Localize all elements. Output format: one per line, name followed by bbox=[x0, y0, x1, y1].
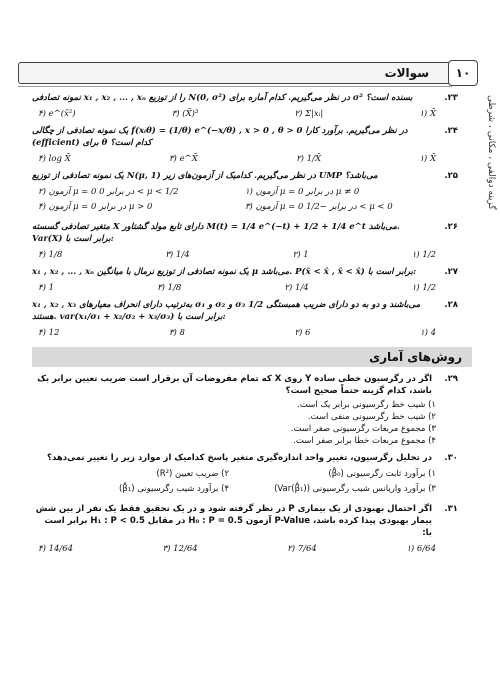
question-number: ۲۹. bbox=[444, 374, 458, 384]
header-divider bbox=[18, 86, 452, 87]
option-2[interactable]: ۲) 6 bbox=[294, 328, 311, 338]
option-1[interactable]: ۱) X̄ bbox=[419, 154, 436, 164]
option-1[interactable]: ۱) آزمون μ = 0 در برابر μ ≠ 0 bbox=[244, 187, 360, 197]
option-4[interactable]: ۴) 1/8 bbox=[38, 250, 63, 260]
question-text: اگر در رگرسیون خطی ساده Y روی X که تمام مفروضات آن برقرار است ضریب تعیین برابر یک باشد، کدام گزینه حتماً صحیح است؟ bbox=[37, 374, 432, 396]
question-31 bbox=[32, 503, 458, 557]
question-text: اگر احتمال بهبودی از یک بیماری P در نظر گرفته شود و در یک تحقیق فقط یک نفر از بین شش بیمار بهبودی پیدا کرده باشد، P-Value آزمون H₀ : P = 0.5 در مقابل H₁ : P < 0.5 برابر است با: bbox=[35, 504, 432, 538]
option-2[interactable]: ۲) ضریب تعیین (R²) bbox=[156, 469, 230, 479]
question-number: ۲۴. bbox=[444, 126, 458, 136]
option-2[interactable]: ۲) آزمون μ = 0 در برابر 0 < μ < 1/2 bbox=[38, 187, 179, 197]
option-3[interactable]: ۳) آزمون μ = 0 در برابر −1/2 < μ < 0 bbox=[244, 202, 393, 212]
question-number: ۳۱. bbox=[444, 504, 458, 514]
question-text: یک نمونه تصادفی از چگالی f(xᵢθ) = (1/θ) e^(−x/θ) , x > 0 , θ > 0 در نظر می‌گیریم. برآورد کارا (efficient) برای θ کدام است؟ bbox=[32, 126, 408, 148]
question-text: در تحلیل رگرسیون، تغییر واحد اندازه‌گیری متغیر پاسخ کدامیک از موارد زیر را تغییر نمی‌دهد؟ bbox=[47, 453, 432, 463]
option-4[interactable]: ۴) آزمون μ = 0 در برابر μ > 0 bbox=[38, 202, 153, 212]
question-text: x₁ , x₂ , ... , xₙ یک نمونه تصادفی از توزیع نرمال با میانگین μ می‌باشد. P(x̄ < x̄ , x̄ < x̄) برابر است با: bbox=[32, 267, 417, 277]
option-4[interactable]: ۴) برآورد شیب رگرسیونی (β̂₁) bbox=[119, 484, 230, 494]
option-1[interactable]: ۱) 6/64 bbox=[406, 544, 436, 554]
option-4[interactable]: ۴) مجموع مربعات خطا برابر صفر است. bbox=[293, 436, 436, 446]
section-title: روش‌های آماری bbox=[369, 350, 462, 364]
option-3[interactable]: ۳) برآورد واریانس شیب رگرسیونی (Var(β̂₁)) bbox=[274, 484, 436, 494]
option-3[interactable]: ۳) 8 bbox=[168, 328, 185, 338]
option-2[interactable]: ۲) 1/4 bbox=[284, 283, 309, 293]
option-4[interactable]: ۴) 12 bbox=[38, 328, 60, 338]
option-1[interactable]: ۱) برآورد ثابت رگرسیونی (β̂₀) bbox=[328, 469, 436, 479]
question-number: ۲۶. bbox=[444, 222, 458, 232]
question-number: ۲۳. bbox=[444, 93, 458, 103]
question-number: ۲۵. bbox=[444, 171, 458, 181]
option-2[interactable]: ۲) Σ|xᵢ| bbox=[294, 109, 324, 119]
question-26 bbox=[32, 221, 458, 263]
option-3[interactable]: ۳) مجموع مربعات رگرسیونی صفر است. bbox=[290, 424, 436, 434]
option-3[interactable]: ۳) (X̄)³ bbox=[171, 109, 199, 119]
page-title: سوالات bbox=[384, 66, 429, 80]
option-2[interactable]: ۲) 7/64 bbox=[287, 544, 317, 554]
option-4[interactable]: ۴) log X̄ bbox=[38, 154, 71, 164]
option-1[interactable]: ۱) 1/2 bbox=[411, 250, 436, 260]
question-text: متغیر تصادفی گسسته X دارای تابع مولد گشتاور M(t) = 1/4 e^(−t) + 1/2 + 1/4 e^t می‌باشد. Var(X) برابر است با: bbox=[32, 222, 400, 244]
question-25 bbox=[32, 170, 458, 218]
option-2[interactable]: ۲) 1/X̄ bbox=[296, 154, 322, 164]
option-1[interactable]: ۱) 4 bbox=[420, 328, 436, 338]
question-23 bbox=[32, 92, 458, 122]
option-3[interactable]: ۳) 1/8 bbox=[157, 283, 182, 293]
option-2[interactable]: ۲) 1 bbox=[292, 250, 309, 260]
side-tab: گزینه دوالفی ، مکانی ، شرطی bbox=[486, 94, 496, 210]
section-header bbox=[32, 347, 472, 367]
option-1[interactable]: ۱) شیب خط رگرسیونی برابر یک است. bbox=[297, 400, 436, 410]
header-bar bbox=[18, 62, 452, 84]
option-3[interactable]: ۳) 1/4 bbox=[165, 250, 190, 260]
question-text: x₁ , x₂ , x₃ به‌ترتیب دارای انحراف معیارهای σ₁ و σ₂ و σ₃ می‌باشند و دو به دو دارای ضریب همبستگی 1/2 هستند. var(x₁/σ₁ + x₂/σ₂ + x₃/σ₃) برابر است با: bbox=[32, 300, 421, 322]
questions-content bbox=[32, 92, 462, 560]
option-3[interactable]: ۳) 12/64 bbox=[162, 544, 198, 554]
question-text: یک نمونه تصادفی از توزیع N(μ, 1) در نظر می‌گیریم. کدامیک از آزمون‌های زیر UMP می‌باشد؟ bbox=[32, 171, 378, 181]
question-30 bbox=[32, 452, 458, 500]
question-number: ۳۰. bbox=[444, 453, 458, 463]
page-number: ۱۰ bbox=[448, 60, 478, 86]
option-3[interactable]: ۳) e^X̄ bbox=[168, 154, 198, 164]
option-1[interactable]: ۱) 1/2 bbox=[411, 283, 436, 293]
question-text: نمونه تصادفی x₁ , x₂ , ... , xₙ را از توزیع N(0, σ²) در نظر می‌گیریم. کدام آماره برای σ² بسنده است؟ bbox=[32, 93, 413, 103]
option-2[interactable]: ۲) شیب خط رگرسیونی منفی است. bbox=[307, 412, 436, 422]
question-number: ۲۷. bbox=[444, 267, 458, 277]
question-29 bbox=[32, 373, 458, 449]
question-24 bbox=[32, 125, 458, 167]
question-number: ۲۸. bbox=[444, 300, 458, 310]
question-27 bbox=[32, 266, 458, 296]
option-4[interactable]: ۴) 1 bbox=[38, 283, 55, 293]
option-4[interactable]: ۴) e^(x̄²) bbox=[38, 109, 76, 119]
option-4[interactable]: ۴) 14/64 bbox=[38, 544, 74, 554]
option-1[interactable]: ۱) X̄ bbox=[419, 109, 436, 119]
question-28 bbox=[32, 299, 458, 341]
